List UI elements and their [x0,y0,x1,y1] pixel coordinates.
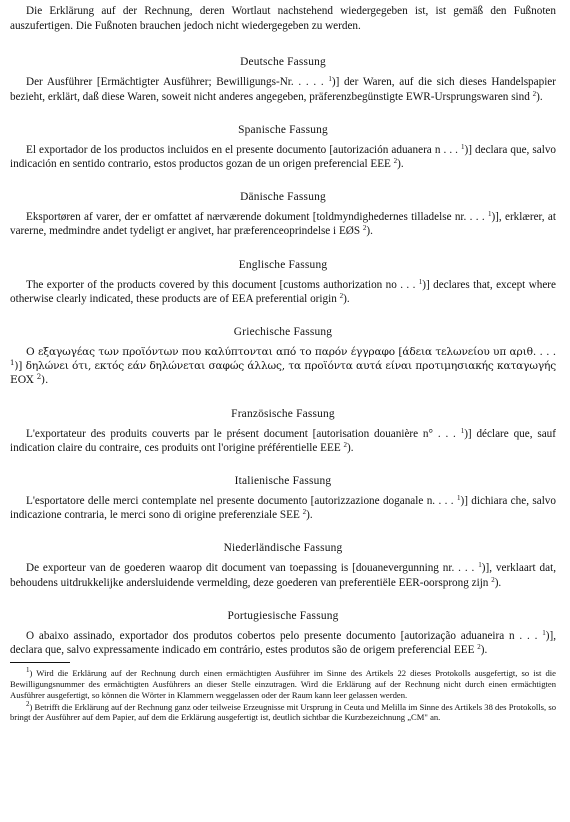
body-text: )] δηλώνει ότι, εκτός εάν δηλώνεται σαφώς άλλως, τα προϊόντα αυτά είναι προτιμησιακής καταγωγής ΕΟΧ [10,360,556,387]
footnote-ref: 1 [456,494,461,503]
body-text: ). [397,158,404,171]
footnote-mark: 2 [26,699,30,708]
footnote-ref: 2 [36,373,42,382]
body-text: El exportador de los productos incluidos en el presente documento [autorización aduanera n . . . [26,143,462,156]
section-englisch [10,258,556,306]
body-text: ). [346,441,354,454]
body-text: )] dichiara che, salvo indicazione contraria, le merci sono di origine preferenziale SEE [10,495,556,522]
section-portugiesisch [10,609,556,657]
footnote-divider [10,662,70,663]
section-daenisch [10,190,556,238]
body-text: ). [494,576,502,589]
section-franzoesisch [10,407,556,455]
body-text: Ο εξαγωγέας των προϊόντων που καλύπτονται από το παρόν έγγραφο [άδεια τελωνείου υπ αριθ. . . . [26,346,556,359]
body-text: )] declares that, except where otherwise clearly indicated, these products are of EEA preferential origin [10,278,556,305]
footnote-text: ) Betrifft die Erklärung auf der Rechnung ganz oder teilweise Erzeugnisse mit Ursprung in Ceuta und Melilla im Sinne des Artikels 38 des Protokolls, so bringt der Ausführer auf dem Papier, auf dem die Erklärung ausgefertigt ist, deutlich sichtbar die Kurzbezeichnung „CM" an. [10,701,556,723]
footnote-ref: 1 [10,359,15,368]
footnote-ref: 1 [328,75,332,84]
footnote-ref: 2 [477,643,481,652]
footnote-ref: 1 [461,142,465,151]
section-body [10,278,556,306]
body-text: )], verklaart dat, behoudens uitdrukkelijke andersluidende vermelding, deze goederen van preferentiële EER-oorsprong zijn [10,562,556,589]
section-heading: Englische Fassung [238,258,328,271]
footnote-2 [10,699,556,724]
section-heading: Griechische Fassung [233,326,333,339]
body-text: ). [306,509,313,522]
section-heading: Spanische Fassung [238,123,328,136]
footnote-ref: 2 [532,89,537,98]
section-heading: Dänische Fassung [240,191,326,204]
footnote-ref: 1 [542,628,546,637]
section-body [10,494,556,522]
body-text: L'exportateur des produits couverts par le présent document [autorisation douanière n° . . . [26,427,461,440]
body-text: Der Ausführer [Ermächtigter Ausführer; Bewilligungs-Nr. . . . . [26,76,329,89]
footnote-ref: 1 [478,561,482,570]
body-text: )], declara que, salvo expressamente indicado em contrário, estes produtos são de origem preferencial EEE [10,629,556,657]
body-text: )] declara que, salvo indicación en sentido contrario, estos productos gozan de un origen preferencial EEE [10,143,557,171]
body-text: L'esportatore delle merci contemplate nel presente documento [autorizzazione doganale n. . . . [26,495,457,508]
footnote-ref: 2 [362,224,367,233]
section-italienisch [10,474,556,522]
footnote-ref: 1 [418,277,423,286]
body-text: Eksportøren af varer, der er omfattet af nærværende dokument [toldmyndighedernes tilladelse nr. . . . [26,211,488,224]
body-text: ). [41,374,49,387]
body-text: )], erklærer, at varerne, medmindre andet tydeligt er angivet, har præferenceoprindelse i EØS [10,211,556,238]
section-body [10,143,556,171]
section-heading: Niederländische Fassung [223,542,343,555]
body-text: )] der Waren, auf die sich dieses Handelspapier bezieht, erklärt, daß diese Waren, soweit nicht anderes angegeben, präferenzbegünstigte EWR-Ursprungswaren sind [10,76,556,103]
section-heading: Französische Fassung [231,407,335,420]
footnote-ref: 2 [393,157,398,166]
footnote-1 [10,668,556,700]
body-text: ). [536,90,543,103]
body-text: De exporteur van de goederen waarop dit document van toepassing is [douanevergunning nr. . . . [26,562,479,575]
section-body [10,210,556,238]
footnote-ref: 2 [302,508,307,517]
section-body [10,345,556,388]
footnote-ref: 2 [343,440,347,449]
body-text: The exporter of the products covered by this document [customs authorization no . . . [26,278,419,291]
body-text: ). [480,644,488,657]
section-body [10,427,556,455]
section-griechisch [10,325,556,388]
section-niederlaendisch [10,541,556,589]
section-body [10,75,556,103]
body-text: ). [366,225,373,238]
section-spanisch [10,123,556,171]
section-heading: Portugiesische Fassung [227,609,339,622]
section-deutsch [10,55,556,103]
section-body [10,629,556,657]
section-heading: Deutsche Fassung [240,56,326,69]
footnote-ref: 2 [339,291,344,300]
section-body [10,561,556,589]
body-text: O abaixo assinado, exportador dos produtos cobertos pelo presente documento [autorização aduaneira n . . . [26,629,543,642]
intro-paragraph: Die Erklärung auf der Rechnung, deren Wortlaut nachstehend wiedergegeben ist, ist gemäß den Fußnoten auszufertigen. Die Fußnoten brauchen jedoch nicht wiedergegeben zu werden. [10,5,556,33]
footnote-ref: 2 [491,575,495,584]
footnote-ref: 1 [487,210,492,219]
body-text: ). [343,292,350,305]
language-versions [10,55,556,657]
section-heading: Italienische Fassung [234,475,332,488]
footnote-text: ) Wird die Erklärung auf der Rechnung durch einen ermächtigten Ausführer im Sinne des Artikels 22 dieses Protokolls ausgefertigt, so ist die Bewilligungsnummer des ermächtigten Ausführers an dieser Stelle einzutragen. Wird die Erklärung auf der Rechnung nicht durch einen ermächtigten Ausführer ausgefertigt, so können die Wörter in Klammern weggelassen oder der Raum kann leer gelassen werden. [10,668,556,700]
footnote-ref: 1 [460,426,465,435]
body-text: )] déclare que, sauf indication claire du contraire, ces produits ont l'origine préférentielle EEE [10,427,556,454]
footnote-mark: 1 [26,666,30,675]
